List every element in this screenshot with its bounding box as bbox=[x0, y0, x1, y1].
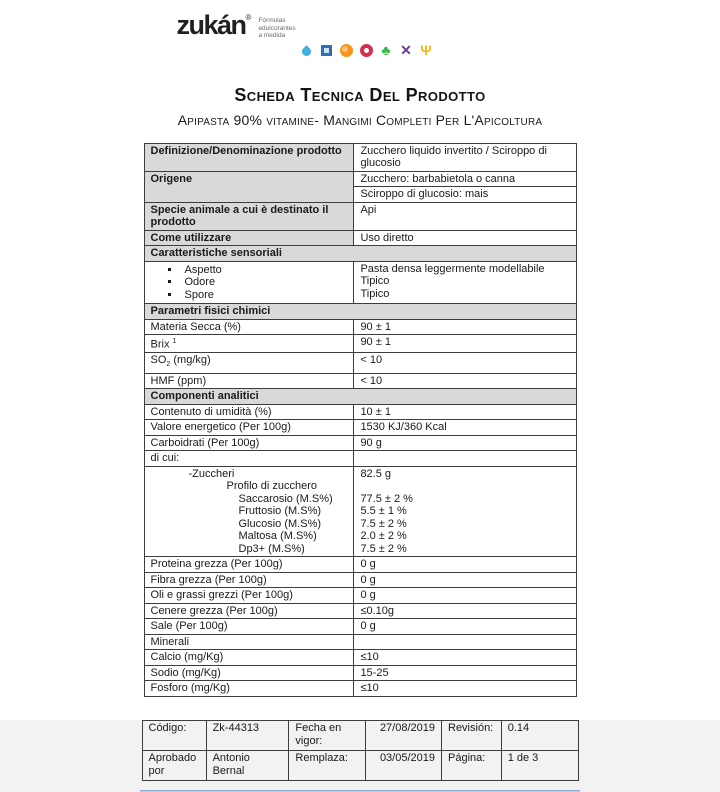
sugar-line-label: Profilo di zucchero bbox=[226, 480, 317, 493]
logo-wordmark: zukán bbox=[176, 10, 246, 40]
table-row bbox=[144, 261, 576, 304]
row-value bbox=[354, 466, 576, 557]
row-label: $SO_2$ (mg/kg) bbox=[144, 353, 354, 374]
footer-value: 1 de 3 bbox=[501, 750, 578, 780]
footer-value: 0.14 bbox=[501, 720, 578, 750]
row-label: Fibra grezza (Per 100g) bbox=[144, 572, 354, 588]
footer-value: Zk-44313 bbox=[206, 720, 289, 750]
sugar-profile-label: Glucosio (M.S%) bbox=[238, 517, 322, 530]
table-row bbox=[144, 588, 576, 604]
sugar-profile-label: Saccarosio (M.S%) bbox=[238, 492, 333, 505]
footer-label: Código: bbox=[142, 720, 206, 750]
sugar-profile-row bbox=[144, 466, 576, 557]
table-row bbox=[144, 202, 576, 230]
row-label: Valore energetico (Per 100g) bbox=[144, 420, 354, 436]
row-label: Sale (Per 100g) bbox=[144, 619, 354, 635]
table-row bbox=[144, 353, 576, 374]
row-label: Come utilizzare bbox=[144, 230, 354, 246]
row-value: < 10 bbox=[354, 353, 576, 374]
row-value: Api bbox=[354, 202, 576, 230]
table-row bbox=[144, 451, 576, 467]
row-value: 1530 KJ/360 Kcal bbox=[354, 420, 576, 436]
row-label: Cenere grezza (Per 100g) bbox=[144, 603, 354, 619]
table-row bbox=[144, 373, 576, 389]
row-value: ≤10 bbox=[354, 650, 576, 666]
row-label: Proteina grezza (Per 100g) bbox=[144, 557, 354, 573]
zukan-logo bbox=[177, 12, 577, 40]
row-label: Calcio (mg/Kg) bbox=[144, 650, 354, 666]
row-value: 0 g bbox=[354, 572, 576, 588]
square-icon bbox=[319, 43, 334, 58]
sugar-line-value bbox=[360, 480, 569, 493]
row-value: < 10 bbox=[354, 373, 576, 389]
row-label: Minerali bbox=[144, 634, 354, 650]
sugar-profile-value: 2.0 ± 2 % bbox=[360, 530, 407, 543]
table-row bbox=[142, 720, 578, 750]
document-control-table bbox=[142, 720, 579, 781]
row-value bbox=[354, 451, 576, 467]
row-value: 10 ± 1 bbox=[354, 404, 576, 420]
row-value bbox=[354, 634, 576, 650]
registered-mark: ® bbox=[245, 13, 252, 22]
sensory-value: Pasta densa leggermente modellabile bbox=[360, 262, 545, 275]
table-row bbox=[144, 572, 576, 588]
row-label: Carboidrati (Per 100g) bbox=[144, 435, 354, 451]
footer-label: Fecha en vigor: bbox=[289, 720, 366, 750]
row-label: Contenuto di umidità (%) bbox=[144, 404, 354, 420]
sugar-profile-value: 77.5 ± 2 % bbox=[360, 492, 413, 505]
tagline-line: edulcorantes bbox=[258, 24, 296, 32]
row-label: Definizione/Denominazione prodotto bbox=[144, 143, 354, 171]
sugar-profile-label: Maltosa (M.S%) bbox=[238, 530, 317, 543]
row-label: HMF (ppm) bbox=[144, 373, 354, 389]
table-row bbox=[144, 335, 576, 353]
table-row bbox=[144, 603, 576, 619]
sensory-value: Tipico bbox=[360, 275, 390, 287]
table-row bbox=[144, 681, 576, 697]
brand-header bbox=[144, 0, 577, 59]
row-value: 0 g bbox=[354, 557, 576, 573]
row-label: Specie animale a cui è destinato il prodotto bbox=[144, 202, 354, 230]
row-value: Zucchero: barbabietola o canna bbox=[354, 171, 576, 187]
table-row bbox=[144, 619, 576, 635]
row-value: Zucchero liquido invertito / Sciroppo di glucosio bbox=[354, 143, 576, 171]
table-row bbox=[144, 319, 576, 335]
table-row bbox=[144, 171, 576, 187]
clover-icon: ♣ bbox=[381, 42, 391, 58]
section-header-row bbox=[144, 246, 576, 262]
row-value: 90 g bbox=[354, 435, 576, 451]
trident-icon: Ψ bbox=[420, 42, 432, 58]
footer-value: 27/08/2019 bbox=[366, 720, 442, 750]
row-label: Materia Secca (%) bbox=[144, 319, 354, 335]
page-subtitle: Apipasta 90% vitamine- Mangimi Completi Per L'Apicoltura bbox=[177, 111, 543, 128]
row-label bbox=[144, 261, 354, 304]
section-header: Componenti analitici bbox=[144, 389, 576, 405]
droplet-icon bbox=[299, 43, 314, 58]
table-row bbox=[144, 557, 576, 573]
spec-table bbox=[144, 143, 577, 697]
table-row bbox=[144, 435, 576, 451]
section-header-row bbox=[144, 389, 576, 405]
brand-icon-strip bbox=[299, 43, 577, 59]
row-value: 90 ± 1 bbox=[354, 319, 576, 335]
row-value bbox=[354, 261, 576, 304]
sensory-value: Tipico bbox=[360, 287, 390, 300]
row-label: di cui: bbox=[144, 451, 354, 467]
logo-tagline bbox=[258, 17, 295, 40]
row-value: 90 ± 1 bbox=[354, 335, 576, 353]
sugar-profile-label: Dp3+ (M.S%) bbox=[238, 542, 305, 555]
sugar-line-value: 82.5 g bbox=[360, 467, 392, 480]
sugar-line-label: -Zuccheri bbox=[188, 467, 235, 480]
row-label: Brix $^1$ bbox=[144, 335, 354, 353]
table-row bbox=[144, 230, 576, 246]
table-row bbox=[144, 404, 576, 420]
table-row bbox=[144, 420, 576, 436]
cross-icon: ✕ bbox=[400, 42, 412, 58]
table-row bbox=[144, 634, 576, 650]
section-header: Caratteristiche sensoriali bbox=[144, 246, 576, 262]
row-value: 15-25 bbox=[354, 665, 576, 681]
tagline-line: a medida bbox=[258, 32, 286, 39]
table-row bbox=[142, 750, 578, 780]
sugar-profile-value: 7.5 ± 2 % bbox=[360, 542, 407, 555]
tagline-line: Fórmulas bbox=[258, 17, 286, 24]
table-row bbox=[144, 665, 576, 681]
spiral-icon bbox=[339, 43, 354, 58]
list-item: ▪ Aspetto bbox=[181, 264, 348, 277]
list-item: ▪ Spore bbox=[181, 289, 348, 302]
row-label: Sodio (mg/Kg) bbox=[144, 665, 354, 681]
table-row bbox=[144, 650, 576, 666]
row-value: 0 g bbox=[354, 619, 576, 635]
footer-value: Antonio Bernal bbox=[206, 750, 289, 780]
table-row bbox=[144, 143, 576, 171]
row-label: Fosforo (mg/Kg) bbox=[144, 681, 354, 697]
row-label bbox=[144, 466, 354, 557]
row-label: Origene bbox=[144, 171, 354, 202]
sensory-bullet-list bbox=[151, 264, 348, 302]
row-value: Uso diretto bbox=[354, 230, 576, 246]
section-header: Parametri fisici chimici bbox=[144, 304, 576, 320]
row-value: 0 g bbox=[354, 588, 576, 604]
list-item: ▪ Odore bbox=[181, 276, 348, 289]
row-value: ≤10 bbox=[354, 681, 576, 697]
footer-label: Revisión: bbox=[442, 720, 502, 750]
sugar-profile-value: 5.5 ± 1 % bbox=[360, 505, 407, 518]
section-header-row bbox=[144, 304, 576, 320]
sugar-profile-label: Fruttosio (M.S%) bbox=[238, 505, 322, 518]
footer-label: Remplaza: bbox=[289, 750, 366, 780]
footer-label: Aprobado por bbox=[142, 750, 206, 780]
donut-icon bbox=[359, 43, 374, 58]
footer-label: Página: bbox=[442, 750, 502, 780]
footer-value: 03/05/2019 bbox=[366, 750, 442, 780]
page-title: Scheda Tecnica Del Prodotto bbox=[234, 84, 486, 105]
row-value: Sciroppo di glucosio: mais bbox=[354, 187, 576, 203]
footnote-marker: 1 bbox=[172, 338, 177, 345]
row-value: ≤0.10g bbox=[354, 603, 576, 619]
sugar-profile-value: 7.5 ± 2 % bbox=[360, 517, 407, 530]
row-label: Oli e grassi grezzi (Per 100g) bbox=[144, 588, 354, 604]
